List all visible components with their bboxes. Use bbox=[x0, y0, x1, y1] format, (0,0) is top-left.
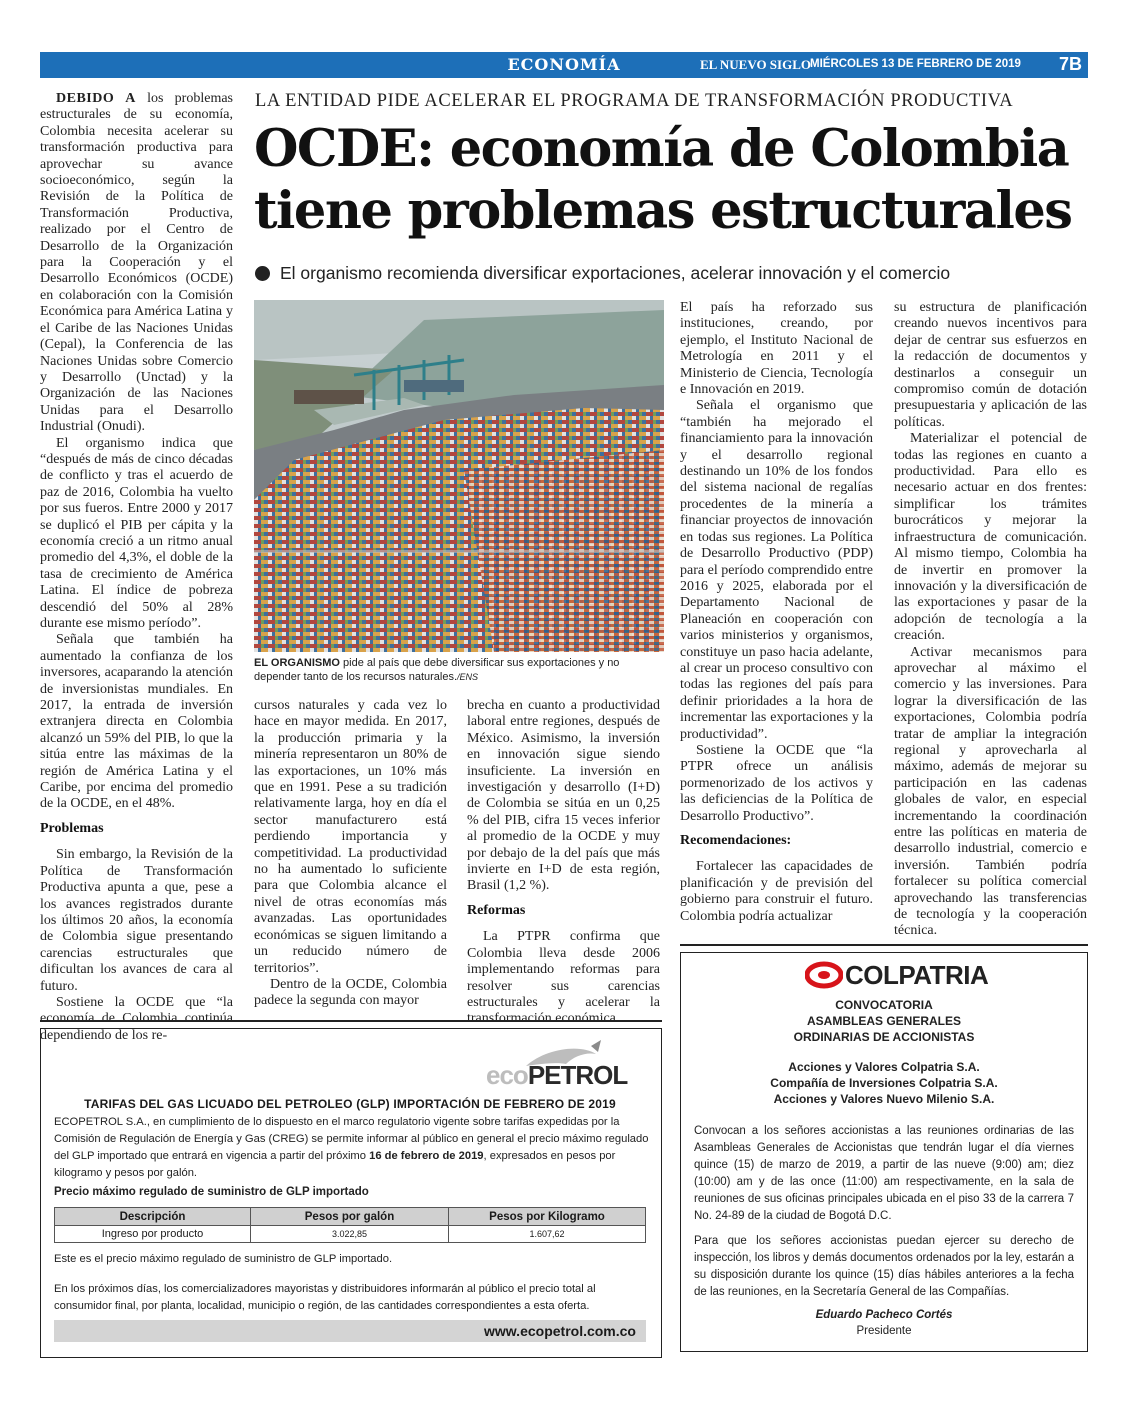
colpatria-brand: COLPATRIA bbox=[845, 960, 989, 990]
paragraph: Sin embargo, la Revisión de la Política de Transformación Productiva apunta a que, pese a los avances registrados durante los últimos 20 años, la economía de Colombia sigue presentando carencias estructurales que dificultan los avances de cara al futuro. bbox=[40, 847, 233, 994]
colpatria-logo bbox=[805, 960, 1005, 990]
paragraph: Señala que también ha aumentado la confianza de los inversores, acaparando la atención de inversionistas mundiales. En 2017, la entrada de inversión extranjera directa en Colombia alcanzó un 59% del PIB, lo que la sitúa entre las máximas de la región de América Latina y el Caribe, por encima del promedio de la OCDE, en el 48%. bbox=[40, 632, 233, 812]
table-cell: Ingreso por producto bbox=[55, 1226, 251, 1243]
table-cell: 1.607,62 bbox=[449, 1226, 646, 1243]
page-number: 7B bbox=[1058, 54, 1082, 74]
table-heading: Precio máximo regulado de suministro de GLP importado bbox=[54, 1186, 369, 1198]
table-row bbox=[55, 1226, 646, 1243]
table-cell: 3.022,85 bbox=[251, 1226, 449, 1243]
section-name: ECONOMÍA bbox=[507, 55, 621, 74]
paragraph: DEBIDO A los problemas estructurales de su economía, Colombia necesita acelerar su transformación productiva para aprovechar su avance socioeconómico, según la Revisión de la Política de Transformación Productiva, realizado por el Centro de Desarrollo de la Organización para la Cooperación y el Desarrollo Económicos (OCDE) en colaboración con la Comisión Económica para América Latina y el Caribe de las Naciones Unidas (Cepal), la Conferencia de las Naciones Unidas sobre Comercio y Desarrollo (Unctad) y la Organización de las Naciones Unidas para el Desarrollo Industrial (Onudi). bbox=[40, 91, 233, 435]
paragraph: Activar mecanismos para aprovechar al máximo el comercio y las inversiones. Para lograr la diversificación de las exportaciones, Colombia podría tratar de ampliar la integración regional y aprovecharla al máximo, además de mejorar su participación en las cadenas globales de valor, en especial incrementando la coordinación entre las políticas en materia de desarrollo industrial, comercio e inversión. También podría fortalecer su política comercial aprovechando las transferencias de tecnología y la cooperación técnica. bbox=[894, 644, 1087, 939]
paragraph: Sostiene la OCDE que “la economía de Colombia continúa dependiendo de los re- bbox=[40, 994, 233, 1043]
article-column-3 bbox=[467, 698, 660, 1028]
colpatria-heading: CONVOCATORIA ASAMBLEAS GENERALES ORDINARIAS DE ACCIONISTAS bbox=[793, 998, 975, 1044]
subheading-problemas: Problemas bbox=[40, 820, 104, 836]
colpatria-body-1: Convocan a los señores accionistas a las reuniones ordinarias de las Asambleas Generales de Accionistas que tendrán lugar el día viernes quince (15) de marzo de 2019, a partir de las nueve (9:00) am; diez (10:00) am y de las once (11:00) am respectivamente, en la sala de reuniones de sus oficinas principales ubicada en el piso 33 de la carrera 7 No. 24-89 de la ciudad de Bogotá D.C. bbox=[694, 1125, 1074, 1222]
paragraph: brecha en cuanto a productividad laboral entre regiones, después de México. Asimismo, la inversión en innovación sigue siendo insuficiente. La inversión en investigación y desarrollo (I+D) de Colombia se sitúa en un 0,25 % del PIB, cifra 15 veces inferior al promedio de la OCDE y muy por debajo de la del país que más invierte en I+D de esta región, Brasil (1,2 %). bbox=[467, 698, 660, 894]
paragraph: Señala el organismo que “también ha mejorado el financiamiento para la innovación y el desarrollo regional destinando un 10% de los fondos del sistema nacional de regalías procedentes de la minería a financiar proyectos de innovación en todas sus regiones. La Política de Desarrollo Productivo (PDP) para el período comprendido entre 2016 y 2025, elaborada por el Departamento Nacional de Planeación en cooperación con varios ministerios y organismos, constituye un paso hacia adelante, al crear un proceso consultivo con todas las regiones del país para definir prioridades a la hora de incrementar las exportaciones y la productividad”. bbox=[680, 398, 873, 742]
photo-caption: EL ORGANISMO pide al país que debe diversificar sus exportaciones y no depender tanto de los recursos naturales./ENS bbox=[254, 657, 620, 683]
paragraph: Sostiene la OCDE que “la PTPR ofrece un análisis pormenorizado de los activos y las deficiencias de la Política de Desarrollo Productivo”. bbox=[680, 742, 873, 824]
paragraph: su estructura de planificación creando nuevos incentivos para dejar de centrar sus esfuerzos en la redacción de documentos y destinarlos a conseguir un compromiso común de dotación presupuestaria y aplicación de las políticas. bbox=[894, 300, 1087, 430]
col-header: Pesos por Kilogramo bbox=[449, 1208, 646, 1226]
bullet-icon bbox=[255, 266, 270, 281]
subheading-recomendaciones: Recomendaciones: bbox=[680, 833, 792, 848]
masthead: EL NUEVO SIGLO bbox=[700, 57, 811, 72]
subheading-reformas: Reformas bbox=[467, 902, 526, 918]
ecopetrol-note-1: Este es el precio máximo regulado de suministro de GLP importado. bbox=[54, 1253, 393, 1265]
paragraph: El organismo indica que “después de más de cinco décadas de conflicto y tras el acuerdo de paz de 2016, Colombia ha vuelto por sus fueros. Entre 2000 y 2017 se duplicó el PIB per cápita y la economía creció a un ritmo anual promedio del 4,3%, el doble de la tasa de crecimiento de América Latina. El índice de pobreza descendió del 50% al 28% durante ese mismo período”. bbox=[40, 435, 233, 631]
subheadline: El organismo recomienda diversificar exportaciones, acelerar innovación y el comercio bbox=[255, 263, 1055, 284]
ecopetrol-logo bbox=[486, 1036, 651, 1094]
table-header-row bbox=[55, 1208, 646, 1226]
col-header: Pesos por galón bbox=[251, 1208, 449, 1226]
issue-date: MIÉRCOLES 13 DE FEBRERO DE 2019 bbox=[810, 58, 1021, 70]
section-header-bar bbox=[40, 52, 1088, 78]
paragraph: El país ha reforzado sus instituciones, creando, por ejemplo, el Instituto Nacional de Metrología en 2011 y el Ministerio de Ciencia, Tecnología e Innovación en 2019. bbox=[680, 300, 873, 398]
glp-price-table bbox=[54, 1207, 646, 1243]
paragraph: Materializar el potencial de todas las regiones en cuanto a productividad. Para ello es necesario actuar en dos frentes: simplificar los trámites burocráticos y mejorar la infraestructura de comunicación. Al mismo tiempo, Colombia ha de invertir en promover la innovación y la diversificación de las exportaciones y pasar de la adopción de tecnología a la creación. bbox=[894, 431, 1087, 644]
article-photo bbox=[254, 300, 664, 652]
logo-petrol: PETROL bbox=[527, 1060, 628, 1090]
colpatria-signer: Eduardo Pacheco Cortés bbox=[815, 1309, 953, 1321]
lead-in: DEBIDO A bbox=[56, 91, 136, 106]
colpatria-signer-title: Presidente bbox=[856, 1325, 912, 1337]
article-column-1 bbox=[40, 91, 233, 1044]
kicker: LA ENTIDAD PIDE ACELERAR EL PROGRAMA DE TRANSFORMACIÓN PRODUCTIVA bbox=[255, 91, 1014, 111]
article-column-5 bbox=[894, 300, 1087, 940]
article-column-4 bbox=[680, 300, 873, 925]
colpatria-body-2: Para que los señores accionistas puedan ejercer su derecho de inspección, los libros y demás documentos ordenados por la ley, estarán a su disposición durante los quince (15) días hábiles anteriores a la fecha de las reuniones, en la Secretaría General de las Compañías. bbox=[694, 1235, 1074, 1298]
ecopetrol-note-2: En los próximos días, los comercializadores mayoristas y distribuidores informarán al público el precio total al consumidor final, por planta, localidad, municipio o región, de las cantidades correspondientes a esta oferta. bbox=[54, 1283, 596, 1312]
ecopetrol-url[interactable]: www.ecopetrol.com.co bbox=[484, 1323, 636, 1339]
paragraph: cursos naturales y cada vez lo hace en mayor medida. En 2017, la producción primaria y la minería representaron un 80% de las exportaciones, un 10% más que en 1991. Pese a su tradición relativamente larga, hoy en día el sector manufacturero está perdiendo importancia y competitividad. La productividad no ha aumentado lo suficiente para que Colombia alcance el nivel de otras economías más avanzadas. Las oportunidades económicas se siguen limitando a un reducido número de territorios”. bbox=[254, 698, 447, 976]
col-header: Descripción bbox=[55, 1208, 251, 1226]
article-column-2 bbox=[254, 698, 447, 1010]
paragraph: Dentro de la OCDE, Colombia padece la segunda con mayor bbox=[254, 976, 447, 1009]
colpatria-companies: Acciones y Valores Colpatria S.A. Compañía de Inversiones Colpatria S.A. Acciones y Valores Nuevo Milenio S.A. bbox=[770, 1060, 998, 1106]
ecopetrol-intro: ECOPETROL S.A., en cumplimiento de lo dispuesto en el marco regulatorio vigente sobre tarifas expedidas por la Comisión de Regulación de Energía y Gas (CREG) se permite informar al público en general el precio máximo regulado del GLP importado que entrará en vigencia a partir del próximo 16 de febrero de 2019, expresados en pesos por kilogramo y pesos por galón. bbox=[54, 1116, 649, 1179]
headline: OCDE: economía de Colombia tiene problemas estructurales bbox=[254, 119, 1072, 241]
colpatria-swirl-icon bbox=[805, 961, 843, 989]
paragraph: Fortalecer las capacidades de planificación y de previsión del gobierno para construir el futuro. Colombia podría actualizar bbox=[680, 859, 873, 924]
ecopetrol-url-bar bbox=[54, 1320, 646, 1342]
paragraph: La PTPR confirma que Colombia lleva desde 2006 implementando reformas para resolver sus carencias estructurales y acelerar la transformación económica. bbox=[467, 929, 660, 1027]
ecopetrol-ad-title: TARIFAS DEL GAS LICUADO DEL PETROLEO (GLP) IMPORTACIÓN DE FEBRERO DE 2019 bbox=[84, 1097, 616, 1111]
logo-eco: eco bbox=[486, 1060, 528, 1090]
